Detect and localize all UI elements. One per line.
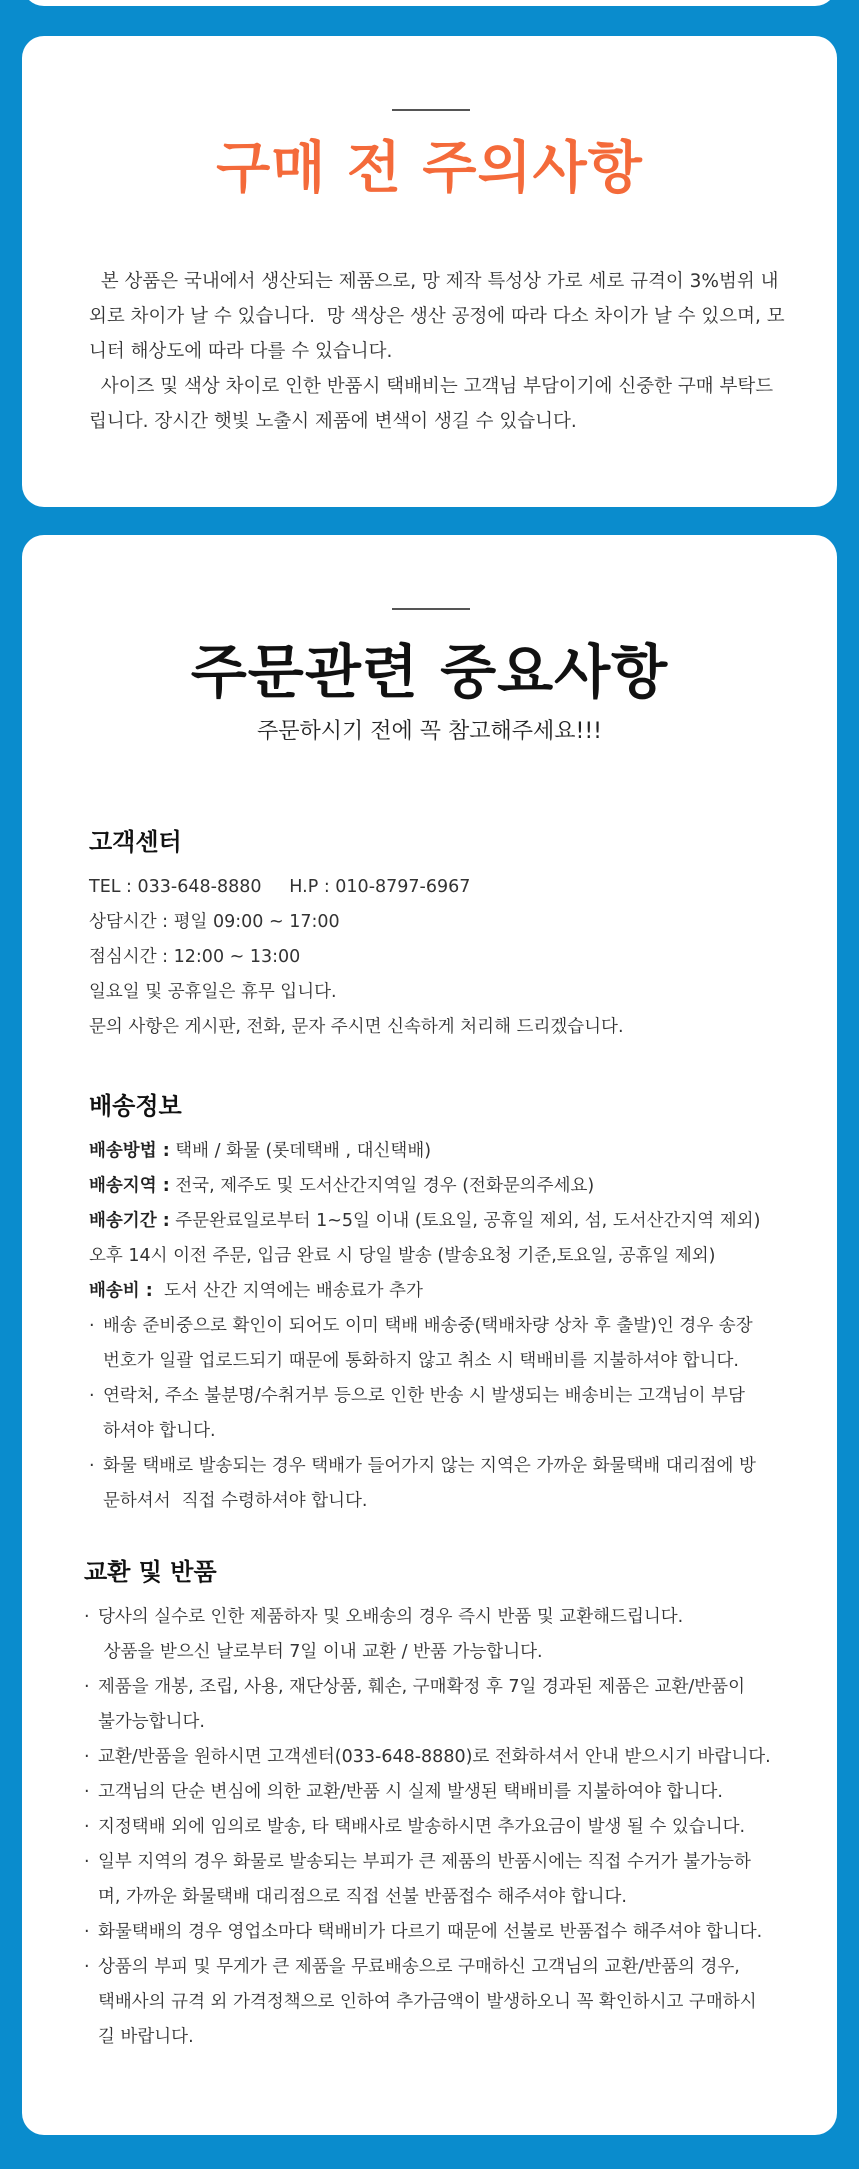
list-item xyxy=(89,1379,809,1449)
list-item-line: · 배송 준비중으로 확인이 되어도 이미 택배 배송중(택배차량 상차 후 출발)인 경우 송장 xyxy=(103,1316,753,1336)
precautions-text xyxy=(89,264,789,439)
list-item-line: · 일부 지역의 경우 화물로 발송되는 부피가 큰 제품의 반품시에는 직접 수거가 불가능하 xyxy=(98,1852,751,1872)
precautions-paragraph: 본 상품은 국내에서 생산되는 제품으로, 망 제작 특성상 가로 세로 규격이 3%범위 내외로 차이가 날 수 있습니다. 망 색상은 생산 공정에 따라 다소 차이가 날 수 있으며, 모니터 해상도에 따라 다를 수 있습니다. xyxy=(89,271,785,362)
shipping-region-key: 배송지역 : xyxy=(89,1176,170,1196)
shipping-section xyxy=(89,1088,809,1519)
previous-card-bottom xyxy=(22,0,837,6)
list-item-line: 번호가 일괄 업로드되기 때문에 통화하지 않고 취소 시 택배비를 지불하셔야 합니다. xyxy=(103,1351,739,1371)
shipping-period-value: 주문완료일로부터 1~5일 이내 (토요일, 공휴일 제외, 섬, 도서산간지역 제외) xyxy=(169,1211,761,1231)
list-item xyxy=(89,1449,809,1519)
lunch-hours: 점심시간 : 12:00 ~ 13:00 xyxy=(89,947,301,967)
contact-phone: TEL : 033-648-8880 H.P : 010-8797-6967 xyxy=(89,877,471,897)
list-item xyxy=(84,1600,804,1670)
inquiry-notice: 문의 사항은 게시판, 전화, 문자 주시면 신속하게 처리해 드리겠습니다. xyxy=(89,1017,624,1037)
precautions-title: 구매 전 주의사항 xyxy=(216,136,643,201)
consult-hours: 상담시간 : 평일 09:00 ~ 17:00 xyxy=(89,912,340,932)
list-item-line: 불가능합니다. xyxy=(98,1712,205,1732)
list-item xyxy=(84,1740,804,1775)
precautions-paragraph: 사이즈 및 색상 차이로 인한 반품시 택배비는 고객님 부담이기에 신중한 구매 부탁드립니다. 장시간 햇빛 노출시 제품에 변색이 생길 수 있습니다. xyxy=(89,376,774,432)
shipping-region xyxy=(89,1169,809,1204)
list-item-line: · 제품을 개봉, 조립, 사용, 재단상품, 훼손, 구매확정 후 7일 경과된 제품은 교환/반품이 xyxy=(98,1677,745,1697)
list-item-line: · 고객님의 단순 변심에 의한 교환/반품 시 실제 발생된 택배비를 지불하여야 합니다. xyxy=(98,1782,723,1802)
list-item xyxy=(84,1950,804,2055)
customer-center-section xyxy=(89,824,809,1045)
list-item-line: 택배사의 규격 외 가격정책으로 인하여 추가금액이 발생하오니 꼭 확인하시고 구매하시 xyxy=(98,1992,757,2012)
list-item-line: · 지정택배 외에 임의로 발송, 타 택배사로 발송하시면 추가요금이 발생 될 수 있습니다. xyxy=(98,1817,746,1837)
precautions-card xyxy=(22,36,837,507)
list-item-line: · 상품의 부피 및 무게가 큰 제품을 무료배송으로 구매하신 고객님의 교환/반품의 경우, xyxy=(98,1957,740,1977)
order-info-subtitle: 주문하시기 전에 꼭 참고해주세요!!! xyxy=(257,719,602,744)
list-item xyxy=(84,1915,804,1950)
shipping-method-key: 배송방법 : xyxy=(89,1141,170,1161)
title-divider xyxy=(392,608,470,610)
list-item-line: · 화물택배의 경우 영업소마다 택배비가 다르기 때문에 선불로 반품접수 해주셔야 합니다. xyxy=(98,1922,763,1942)
shipping-fee xyxy=(89,1274,809,1309)
order-info-title: 주문관련 중요사항 xyxy=(190,638,669,706)
shipping-fee-key: 배송비 : xyxy=(89,1281,153,1301)
shipping-method xyxy=(89,1134,809,1169)
list-item-line: 문하셔서 직접 수령하셔야 합니다. xyxy=(103,1491,368,1511)
section-heading: 배송정보 xyxy=(89,1092,182,1120)
title-divider xyxy=(392,109,470,111)
list-item-line: 하셔야 합니다. xyxy=(103,1421,216,1441)
returns-section xyxy=(84,1554,804,2055)
section-heading: 교환 및 반품 xyxy=(84,1558,217,1586)
list-item xyxy=(84,1670,804,1740)
order-info-card xyxy=(22,535,837,2135)
list-item-line: · 연락처, 주소 불분명/수취거부 등으로 인한 반송 시 발생되는 배송비는 고객님이 부담 xyxy=(103,1386,745,1406)
section-heading: 고객센터 xyxy=(89,828,182,856)
list-item-line: 며, 가까운 화물택배 대리점으로 직접 선불 반품접수 해주셔야 합니다. xyxy=(98,1887,627,1907)
holiday-notice: 일요일 및 공휴일은 휴무 입니다. xyxy=(89,982,337,1002)
list-item-line: 상품을 받으신 날로부터 7일 이내 교환 / 반품 가능합니다. xyxy=(98,1642,543,1662)
list-item-line: · 화물 택배로 발송되는 경우 택배가 들어가지 않는 지역은 가까운 화물택배 대리점에 방 xyxy=(103,1456,756,1476)
list-item xyxy=(84,1810,804,1845)
shipping-period xyxy=(89,1204,809,1239)
same-day-shipping: 오후 14시 이전 주문, 입금 완료 시 당일 발송 (발송요청 기준,토요일, 공휴일 제외) xyxy=(89,1246,716,1266)
list-item xyxy=(89,1309,809,1379)
shipping-period-key: 배송기간 : xyxy=(89,1211,170,1231)
shipping-fee-value: 도서 산간 지역에는 배송료가 추가 xyxy=(152,1281,423,1301)
list-item-line: · 당사의 실수로 인한 제품하자 및 오배송의 경우 즉시 반품 및 교환해드립니다. xyxy=(98,1607,684,1627)
list-item-line: · 교환/반품을 원하시면 고객센터(033-648-8880)로 전화하셔서 안내 받으시기 바랍니다. xyxy=(98,1747,771,1767)
list-item xyxy=(84,1845,804,1915)
shipping-method-value: 택배 / 화물 (롯데택배 , 대신택배) xyxy=(169,1141,432,1161)
list-item-line: 길 바랍니다. xyxy=(98,2027,194,2047)
list-item xyxy=(84,1775,804,1810)
shipping-region-value: 전국, 제주도 및 도서산간지역일 경우 (전화문의주세요) xyxy=(169,1176,595,1196)
